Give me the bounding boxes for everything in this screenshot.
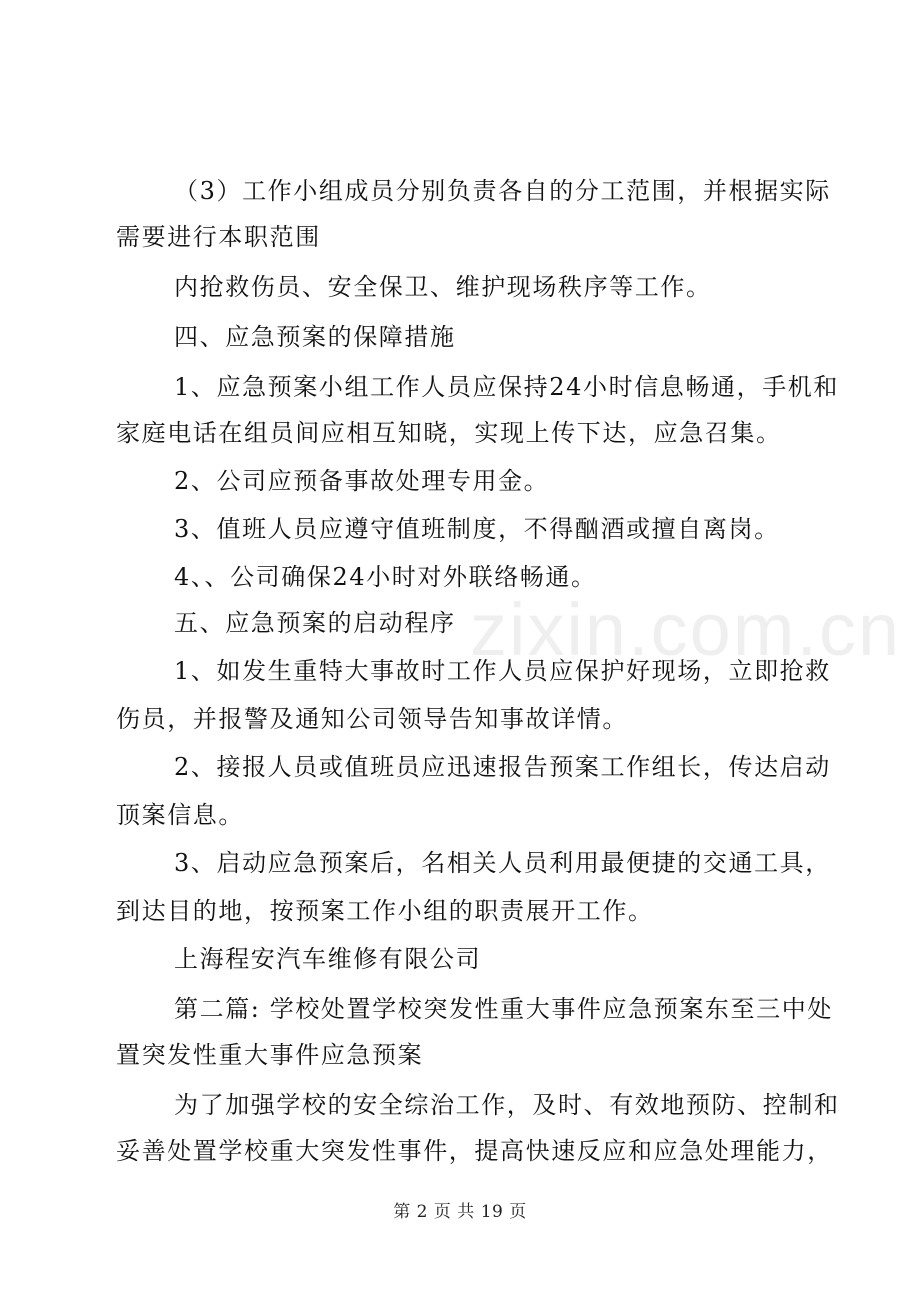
chapter-title-line: 第二篇: 学校处置学校突发性重大事件应急预案东至三中处 [174, 995, 833, 1023]
paragraph-line: 家庭电话在组员间应相互知晓，实现上传下达，应急召集。 [116, 419, 782, 447]
section-heading: 五、应急预案的启动程序 [174, 609, 456, 637]
paragraph-line: 伤员，并报警及通知公司领导告知事故详情。 [116, 705, 628, 733]
paragraph-line: 需要进行本职范围 [116, 223, 321, 251]
paragraph-line: 1、如发生重特大事故时工作人员应保护好现场，立即抢救 [174, 657, 831, 685]
paragraph-line: 1、应急预案小组工作人员应保持24小时信息畅通，手机和 [174, 373, 840, 401]
paragraph-line: 3、值班人员应遵守值班制度，不得酗酒或擅自离岗。 [174, 515, 780, 543]
paragraph-line: 3、启动应急预案后，名相关人员利用最便捷的交通工具， [174, 849, 831, 877]
watermark-logo: zixin.com.cn [470, 588, 902, 671]
paragraph-line: 到达目的地，按预案工作小组的职责展开工作。 [116, 897, 654, 925]
paragraph-line: 妥善处置学校重大突发性事件，提高快速反应和应急处理能力， [116, 1137, 833, 1165]
paragraph-line: 为了加强学校的安全综治工作，及时、有效地预防、控制和 [174, 1091, 840, 1119]
paragraph-line: 顶案信息。 [116, 801, 244, 829]
paragraph-line: 2、接报人员或值班员应迅速报告预案工作组长，传达启动 [174, 753, 831, 781]
paragraph-line: 内抢救伤员、安全保卫、维护现场秩序等工作。 [174, 273, 712, 301]
page-footer: 第 2 页 共 19 页 [393, 1202, 527, 1222]
paragraph-line: 4、、公司确保24小时对外联络畅通。 [174, 563, 597, 591]
section-heading: 四、应急预案的保障措施 [174, 323, 456, 351]
chapter-title-line: 置突发性重大事件应急预案 [116, 1041, 424, 1069]
company-name: 上海程安汽车维修有限公司 [174, 945, 482, 973]
paragraph-line: 2、公司应预备事故处理专用金。 [174, 467, 550, 495]
paragraph-line: （3）工作小组成员分别负责各自的分工范围，并根据实际 [174, 177, 831, 205]
